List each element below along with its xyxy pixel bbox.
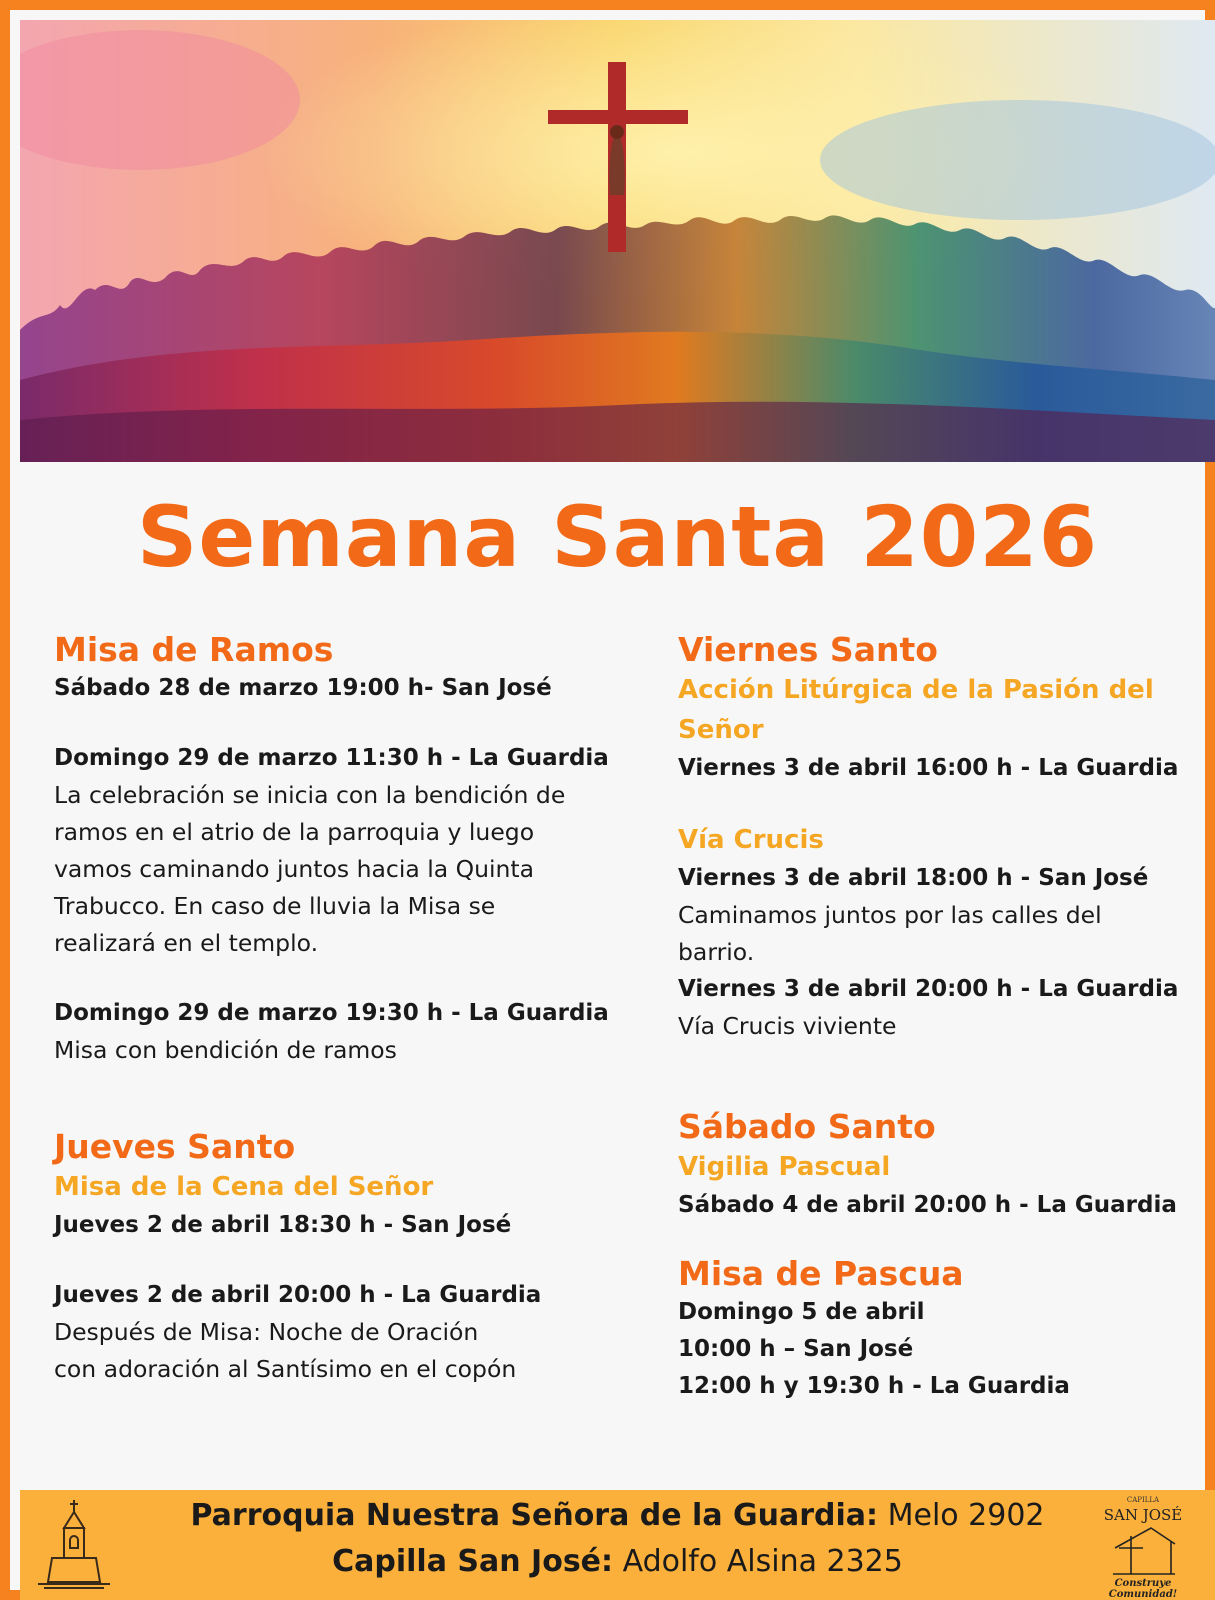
sabado-heading: Sábado Santo [678,1107,936,1146]
ramos-desc-3: Misa con bendición de ramos [54,1036,397,1064]
capilla-line [20,1544,1215,1579]
ramos-schedule-2: Domingo 29 de marzo 11:30 h - La Guardia [54,745,609,771]
right-column [678,630,1198,1405]
pascua-line-3: 12:00 h y 19:30 h - La Guardia [678,1373,1070,1399]
parroquia-address: Melo 2902 [878,1498,1045,1533]
footer-bar [20,1490,1215,1600]
jueves-schedule-1: Jueves 2 de abril 18:30 h - San José [54,1212,512,1238]
pascua-line-2: 10:00 h – San José [678,1336,914,1362]
jueves-schedule-2: Jueves 2 de abril 20:00 h - La Guardia [54,1282,542,1308]
jueves-subheading: Misa de la Cena del Señor [54,1172,434,1202]
viernes-desc-3: Vía Crucis viviente [678,1012,897,1040]
viernes-schedule-1: Viernes 3 de abril 16:00 h - La Guardia [678,755,1179,781]
jueves-desc-line: con adoración al Santísimo en el copón [54,1355,517,1383]
hero-image [20,20,1215,462]
left-column [54,630,634,1388]
jueves-heading: Jueves Santo [54,1127,296,1166]
ramos-desc-line: La celebración se inicia con la bendición de [54,781,566,809]
viernes-desc-line: Caminamos juntos por las calles del [678,901,1102,929]
sabado-schedule-1: Sábado 4 de abril 20:00 h - La Guardia [678,1192,1177,1218]
ramos-desc-line: realizará en el templo. [54,929,319,957]
logo-tagline: Construye Comunidad! [1108,1578,1178,1600]
ramos-desc-line: vamos caminando juntos hacia la Quinta [54,855,535,883]
page-title: Semana Santa 2026 [136,488,1099,586]
viernes-schedule-3: Viernes 3 de abril 20:00 h - La Guardia [678,976,1179,1002]
pascua-heading: Misa de Pascua [678,1254,964,1293]
sabado-subheading: Vigilia Pascual [678,1152,891,1182]
capilla-address: Adolfo Alsina 2325 [613,1544,903,1579]
logo-name: SAN JOSÉ [1103,1506,1183,1524]
ramos-schedule-3: Domingo 29 de marzo 19:30 h - La Guardia [54,1000,609,1026]
pascua-line-1: Domingo 5 de abril [678,1299,925,1325]
viernes-desc-line: barrio. [678,938,755,966]
capilla-logo [1079,1496,1207,1600]
via-crucis-heading: Vía Crucis [678,825,824,855]
viernes-heading: Viernes Santo [678,630,938,669]
parroquia-label: Parroquia Nuestra Señora de la Guardia: [190,1498,879,1533]
viernes-subheading: Acción Litúrgica de la Pasión del [678,675,1154,705]
parroquia-line [20,1498,1215,1533]
ramos-heading: Misa de Ramos [54,630,334,669]
logo-small-text: CAPILLA [1126,1496,1160,1504]
viernes-schedule-2: Viernes 3 de abril 18:00 h - San José [678,865,1149,891]
jueves-desc-line: Después de Misa: Noche de Oración [54,1318,479,1346]
ramos-schedule-1: Sábado 28 de marzo 19:00 h- San José [54,675,552,701]
house-cross-icon [1109,1526,1179,1576]
ramos-desc-line: ramos en el atrio de la parroquia y luego [54,818,535,846]
capilla-label: Capilla San José: [332,1544,614,1579]
viernes-subheading: Señor [678,715,764,745]
ramos-desc-line: Trabucco. En caso de lluvia la Misa se [54,892,496,920]
